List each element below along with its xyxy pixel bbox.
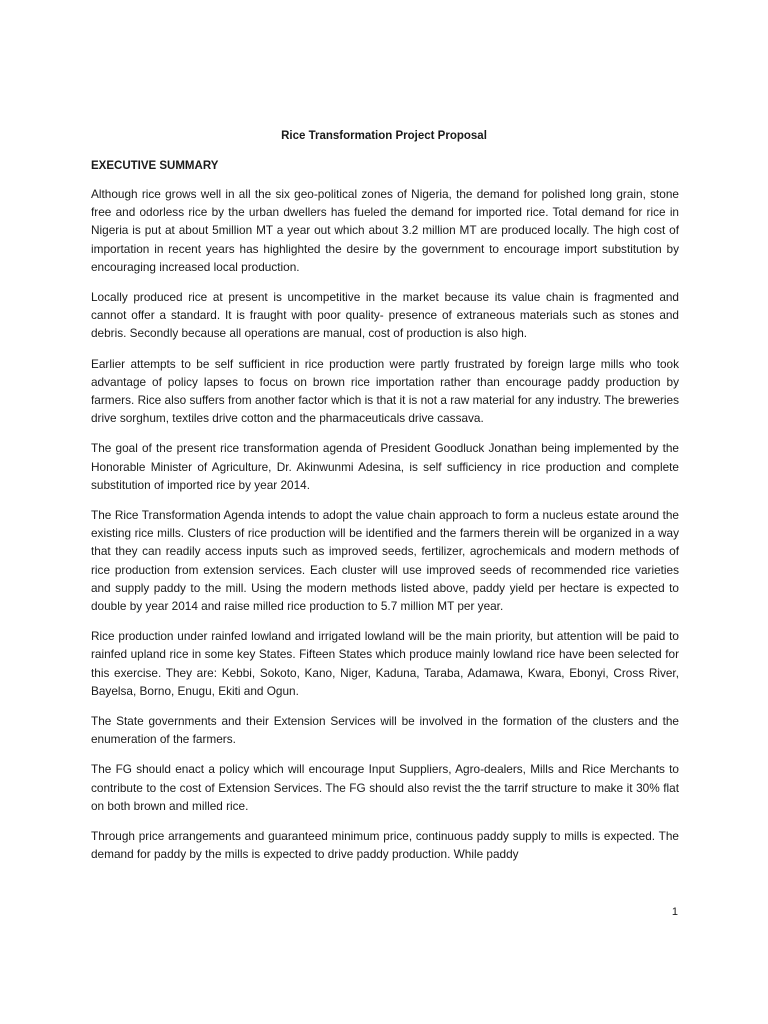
- paragraph-5: The Rice Transformation Agenda intends to adopt the value chain approach to form a nucleus estate around the existing rice mills. Clusters of rice production will be identified and the farmers therein will be organized in a way that they can readily access inputs such as improved seeds, fertilizer, agrochemicals and modern methods of rice production from extension services. Each cluster will use improved seeds of recommended rice varieties and supply paddy to the mill. Using the modern methods listed above, paddy yield per hectare is expected to double by year 2014 and raise milled rice production to 5.7 million MT per year.: [91, 508, 679, 614]
- document-body: [91, 185, 679, 876]
- paragraph-6: Rice production under rainfed lowland and irrigated lowland will be the main priority, but attention will be paid to rainfed upland rice in some key States. Fifteen States which produce mainly lowland rice have been selected for this exercise. They are: Kebbi, Sokoto, Kano, Niger, Kaduna, Taraba, Adamawa, Kwara, Ebonyi, Cross River, Bayelsa, Borno, Enugu, Ekiti and Ogun.: [91, 629, 679, 698]
- paragraph-8: The FG should enact a policy which will encourage Input Suppliers, Agro-dealers, Mills and Rice Merchants to contribute to the cost of Extension Services. The FG should also revist the the tarrif structure to make it 30% flat on both brown and milled rice.: [91, 762, 679, 813]
- paragraph-7: The State governments and their Extension Services will be involved in the formation of the clusters and the enumeration of the farmers.: [91, 714, 679, 747]
- page-number: 1: [671, 906, 678, 918]
- paragraph-9: Through price arrangements and guaranteed minimum price, continuous paddy supply to mills is expected. The demand for paddy by the mills is expected to drive paddy production. While paddy: [91, 829, 679, 862]
- paragraph-4: The goal of the present rice transformation agenda of President Goodluck Jonathan being implemented by the Honorable Minister of Agriculture, Dr. Akinwunmi Adesina, is self sufficiency in rice production and complete substitution of imported rice by year 2014.: [91, 441, 679, 492]
- section-heading-executive-summary: EXECUTIVE SUMMARY: [91, 160, 219, 172]
- paragraph-3: Earlier attempts to be self sufficient in rice production were partly frustrated by foreign large mills who took advantage of policy lapses to focus on brown rice importation rather than encourage paddy production by farmers. Rice also suffers from another factor which is that it is not a raw material for any industry. The breweries drive sorghum, textiles drive cotton and the pharmaceuticals drive cassava.: [91, 356, 679, 426]
- paragraph-2: Locally produced rice at present is uncompetitive in the market because its value chain is fragmented and cannot offer a standard. It is fraught with poor quality- presence of extraneous materials such as stones and debris. Secondly because all operations are manual, cost of production is also high.: [91, 290, 679, 341]
- paragraph-1: Although rice grows well in all the six geo-political zones of Nigeria, the demand for polished long grain, stone free and odorless rice by the urban dwellers has fueled the demand for imported rice. Total demand for rice in Nigeria is put at about 5million MT a year out which about 3.2 million MT are produced locally. The high cost of importation in recent years has highlighted the desire by the government to encourage import substitution by encouraging increased local production.: [91, 187, 679, 274]
- document-title: Rice Transformation Project Proposal: [281, 130, 487, 142]
